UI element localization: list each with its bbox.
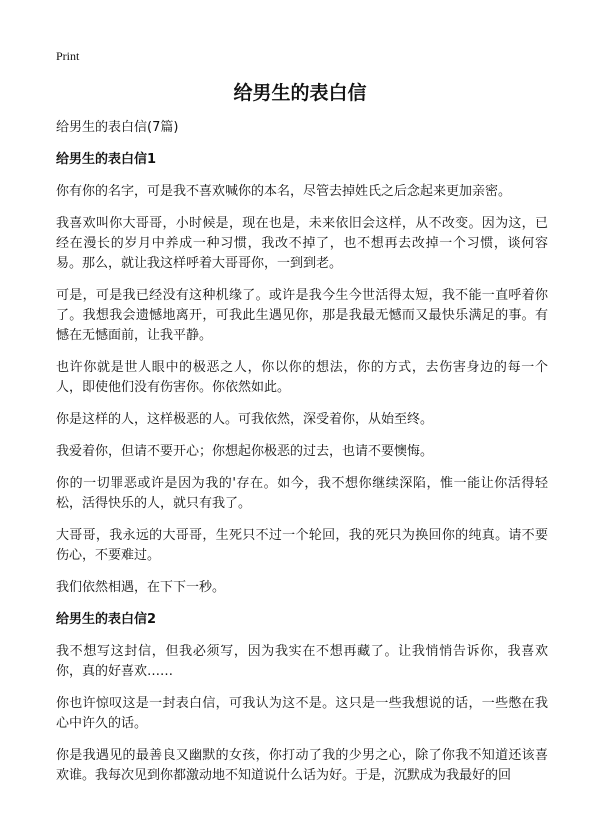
paragraph: 你的一切罪恶或许是因为我的'存在。如今，我不想你继续深陷，惟一能让你活得轻松，活得快乐的人，就只有我了。 — [56, 476, 548, 511]
document-title: 给男生的表白信 — [233, 82, 367, 104]
paragraph: 我不想写这封信，但我必须写，因为我实在不想再藏了。让我悄悄告诉你，我喜欢你，真的好喜欢…… — [56, 644, 548, 679]
paragraph: 我们依然相遇，在下下一秒。 — [56, 580, 226, 595]
section-heading: 给男生的表白信2 — [56, 612, 157, 627]
paragraph: 你也许惊叹这是一封表白信，可我认为这不是。这只是一些我想说的话，一些憋在我心中许久的话。 — [56, 696, 548, 731]
paragraph: 可是，可是我已经没有这种机缘了。或许是我今生今世活得太短，我不能一直呼着你了。我想我会遗憾地离开，可我此生遇见你，那是我最无憾而又最快乐满足的事。有憾在无憾面前，让我平静。 — [56, 288, 548, 343]
print-label: Print — [56, 49, 80, 63]
paragraph: 你有你的名字，可是我不喜欢喊你的本名，尽管去掉姓氏之后念起来更加亲密。 — [56, 184, 512, 199]
paragraph: 我喜欢叫你大哥哥，小时候是，现在也是，未来依旧会这样，从不改变。因为这，已经在漫长的岁月中养成一种习惯，我改不掉了，也不想再去改掉一个习惯，谈何容易。那么，就让我这样呼着大哥哥你，一到到老。 — [56, 216, 548, 271]
paragraph: 大哥哥，我永远的大哥哥，生死只不过一个轮回，我的死只为换回你的纯真。请不要伤心，不要难过。 — [56, 528, 548, 563]
paragraph: 你是这样的人，这样极恶的人。可我依然，深受着你，从始至终。 — [56, 412, 434, 427]
document-subtitle: 给男生的表白信(7篇) — [56, 120, 179, 135]
section-heading: 给男生的表白信1 — [56, 152, 157, 167]
paragraph: 我爱着你，但请不要开心；你想起你极恶的过去，也请不要懊悔。 — [56, 444, 434, 459]
paragraph: 也许你就是世人眼中的极恶之人，你以你的想法，你的方式，去伤害身边的每一个人，即使他们没有伤害你。你依然如此。 — [56, 360, 548, 395]
document-body — [56, 118, 548, 798]
paragraph: 你是我遇见的最善良又幽默的女孩，你打动了我的少男之心，除了你我不知道还该喜欢谁。我每次见到你都激动地不知道说什么话为好。于是，沉默成为我最好的回 — [56, 748, 548, 783]
